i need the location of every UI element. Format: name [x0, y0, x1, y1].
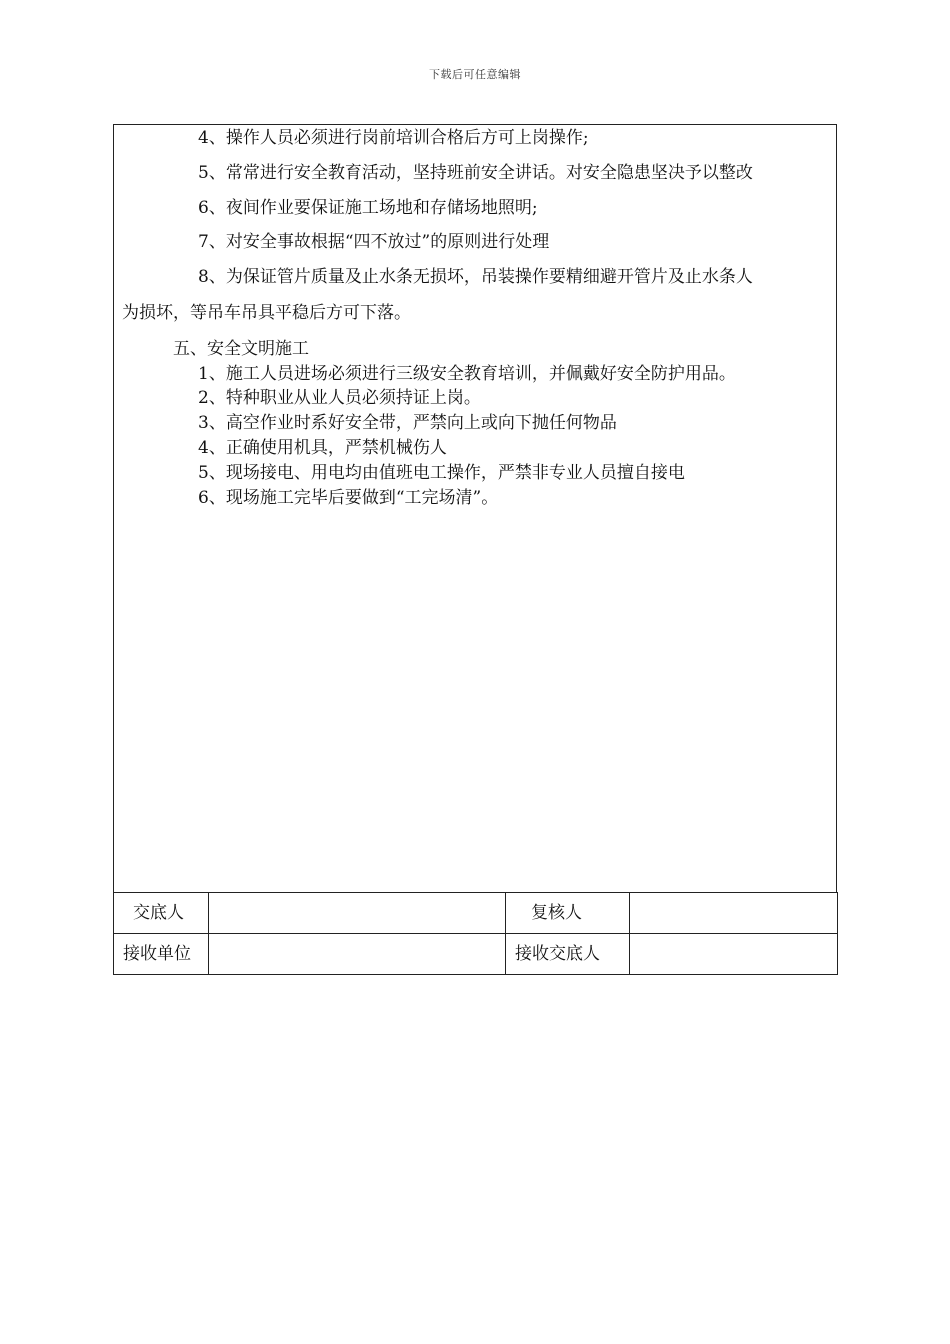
section-5-item-3: 3、高空作业时系好安全带，严禁向上或向下抛任何物品: [198, 413, 617, 433]
paragraph-item-7: 7、对安全事故根据“四不放过”的原则进行处理: [198, 232, 550, 252]
section-5-item-4: 4、正确使用机具，严禁机械伤人: [198, 438, 447, 458]
section-5-item-5: 5、现场接电、用电均由值班电工操作，严禁非专业人员擅自接电: [198, 463, 685, 483]
disclosure-content-box: [113, 124, 837, 893]
receiving-person-label-cell: [506, 934, 630, 975]
signature-table: [113, 892, 838, 975]
signature-row-receiver: [114, 934, 838, 975]
section-5-heading: 五、安全文明施工: [173, 339, 309, 359]
receiving-unit-label: 接收单位: [123, 943, 191, 964]
discloser-label: 交底人: [133, 902, 184, 923]
receiving-unit-label-cell: [114, 934, 209, 975]
paragraph-item-8-continued: 为损坏，等吊车吊具平稳后方可下落。: [122, 303, 411, 323]
paragraph-item-8: 8、为保证管片质量及止水条无损坏，吊装操作要精细避开管片及止水条人: [198, 267, 753, 287]
discloser-value-cell[interactable]: [209, 893, 506, 934]
signature-row-discloser: [114, 893, 838, 934]
receiving-person-label: 接收交底人: [515, 943, 600, 964]
paragraph-item-4: 4、操作人员必须进行岗前培训合格后方可上岗操作;: [198, 128, 589, 148]
reviewer-value-cell[interactable]: [630, 893, 838, 934]
section-5-item-2: 2、特种职业从业人员必须持证上岗。: [198, 388, 481, 408]
reviewer-label: 复核人: [531, 902, 582, 923]
section-5-item-6: 6、现场施工完毕后要做到“工完场清”。: [198, 488, 499, 508]
discloser-label-cell: [114, 893, 209, 934]
section-5-item-1: 1、施工人员进场必须进行三级安全教育培训，并佩戴好安全防护用品。: [198, 364, 736, 384]
receiving-person-value-cell[interactable]: [630, 934, 838, 975]
paragraph-item-5: 5、常常进行安全教育活动，坚持班前安全讲话。对安全隐患坚决予以整改: [198, 163, 753, 183]
receiving-unit-value-cell[interactable]: [209, 934, 506, 975]
paragraph-item-6: 6、夜间作业要保证施工场地和存储场地照明;: [198, 198, 538, 218]
page-header-note: 下载后可任意编辑: [429, 68, 521, 81]
reviewer-label-cell: [506, 893, 630, 934]
